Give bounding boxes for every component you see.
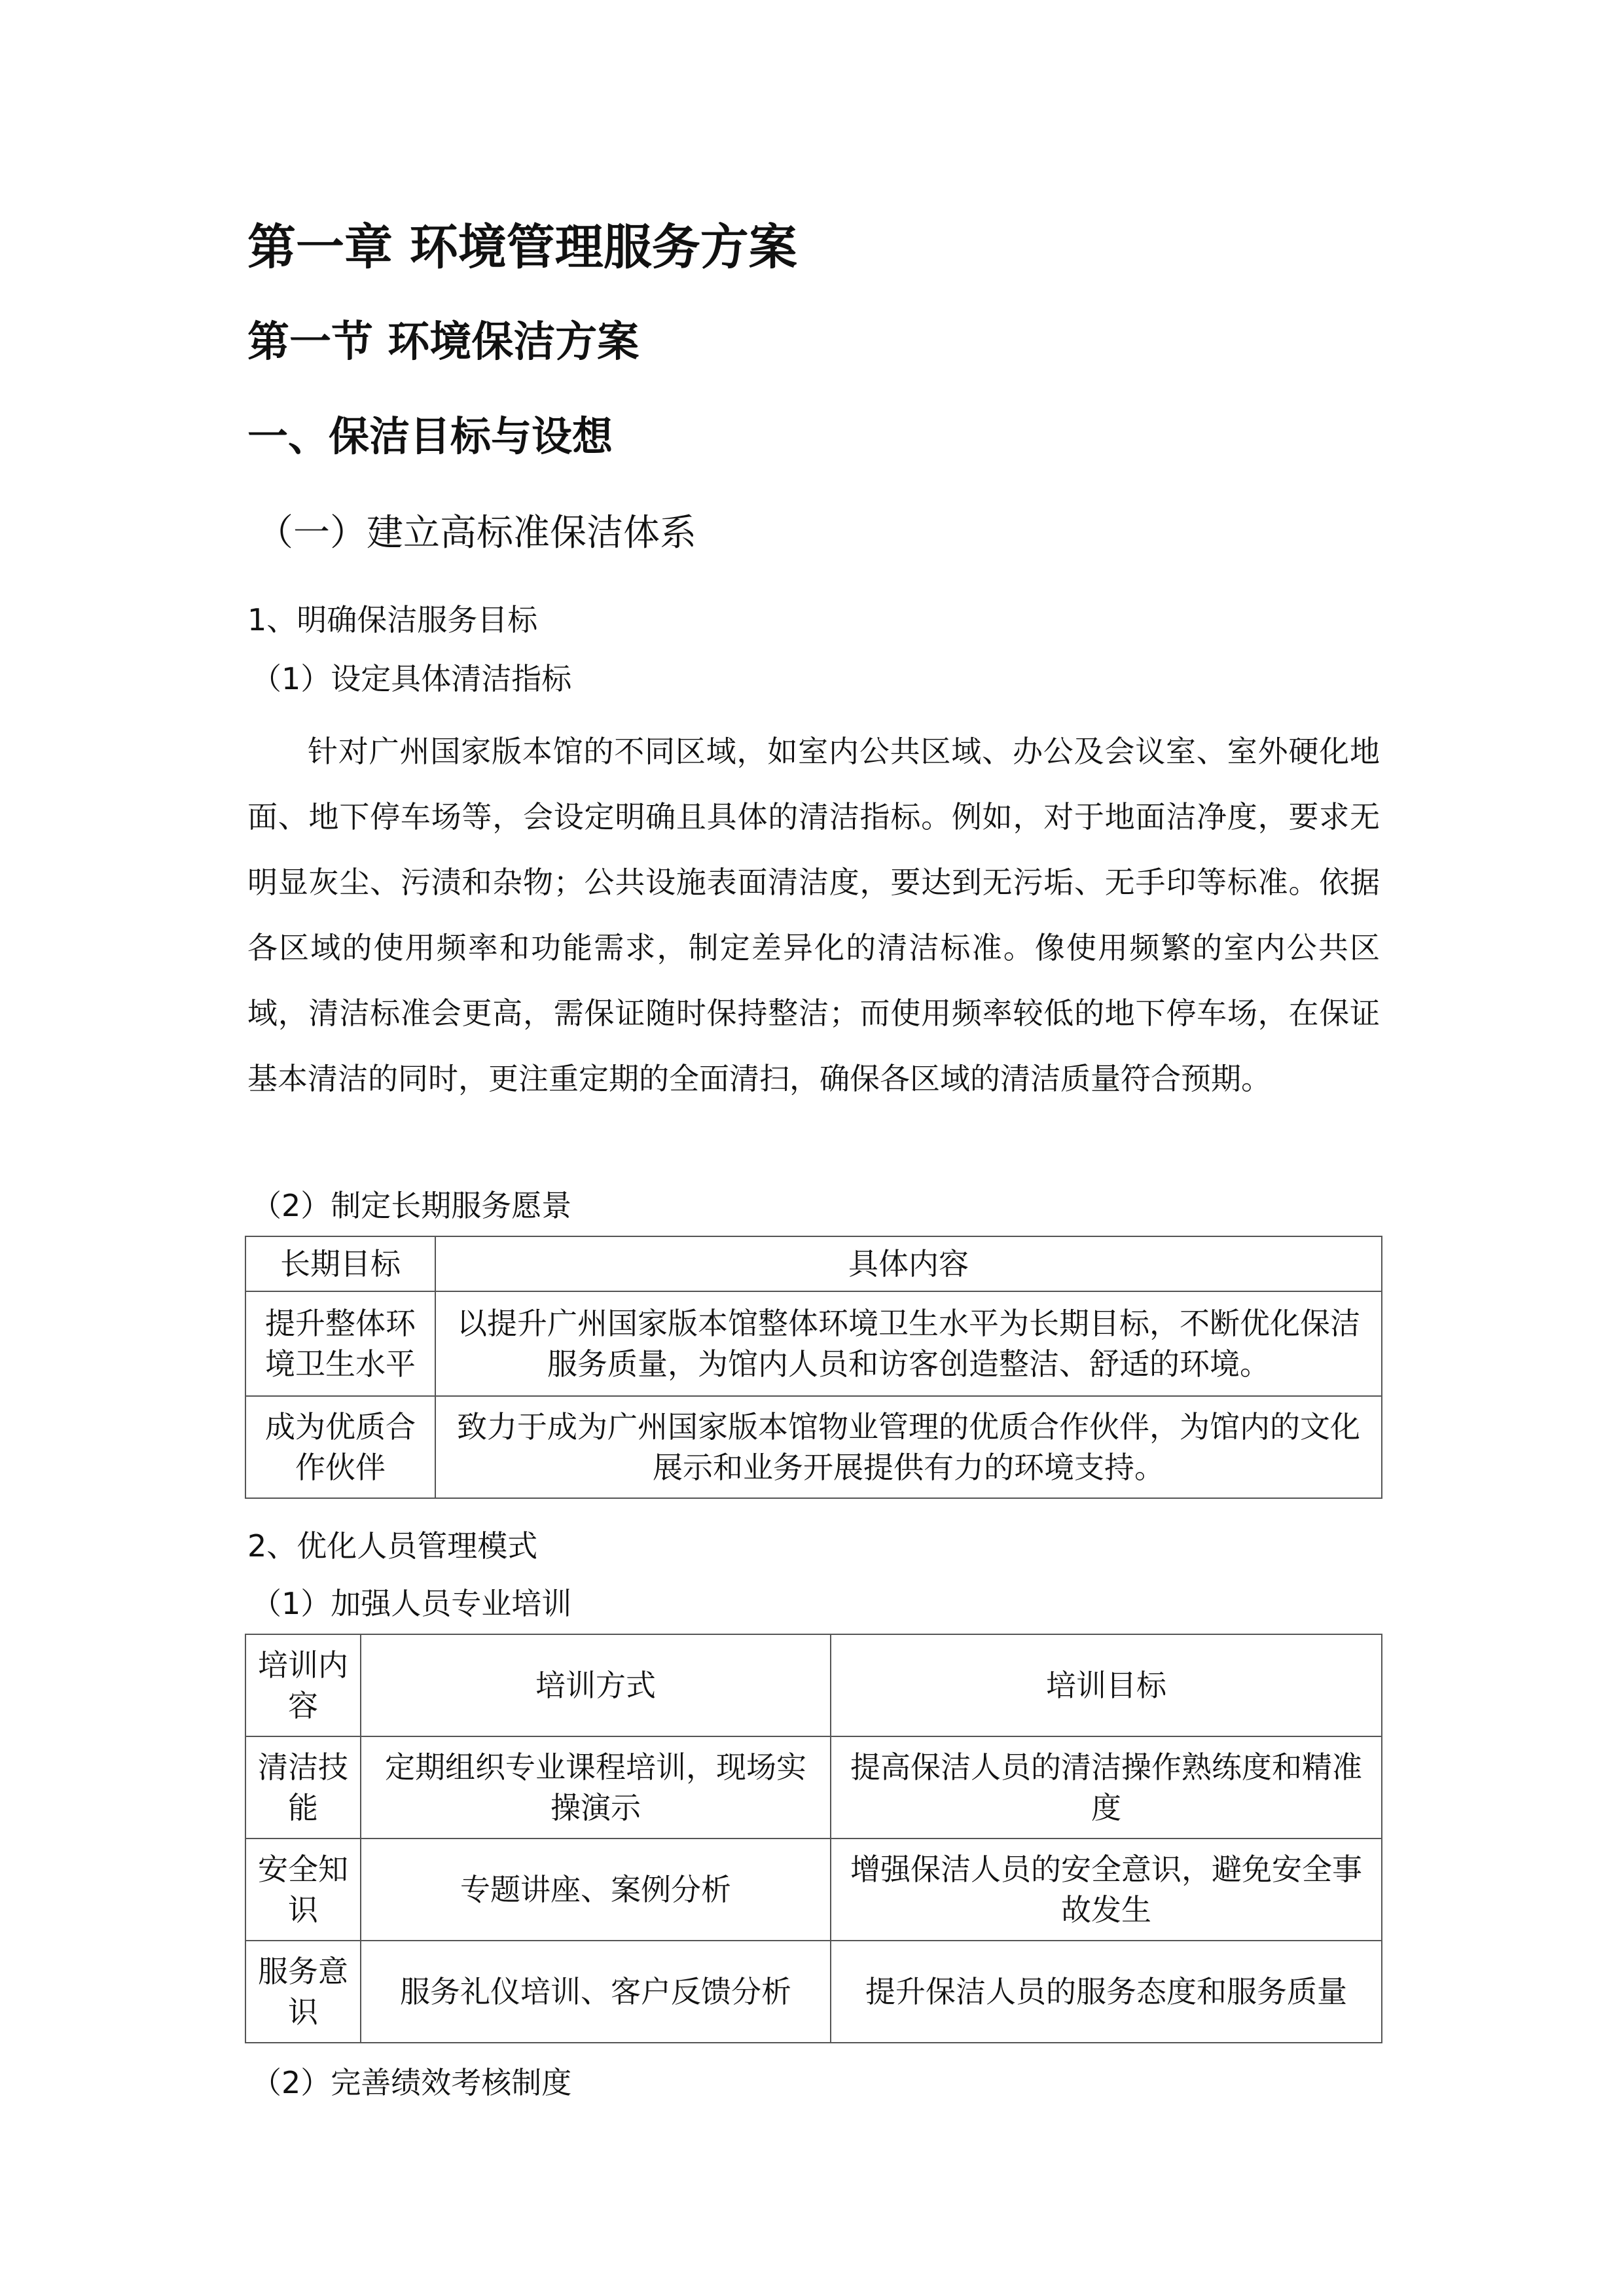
item2-sub1-title: （1）加强人员专业培训 — [251, 1586, 572, 1621]
training-table — [245, 1634, 1382, 2043]
table-cell: 提升整体环境卫生水平 — [245, 1291, 435, 1396]
item2-title: 2、优化人员管理模式 — [247, 1528, 538, 1564]
table-cell: 服务礼仪培训、客户反馈分析 — [361, 1941, 831, 2043]
table-cell: 以提升广州国家版本馆整体环境卫生水平为长期目标，不断优化保洁服务质量，为馆内人员和访客创造整洁、舒适的环境。 — [435, 1291, 1382, 1396]
table-row — [245, 1291, 1382, 1396]
item2-sub2-title: （2）完善绩效考核制度 — [251, 2065, 572, 2100]
table-cell: 安全知识 — [245, 1839, 361, 1941]
body-paragraph: 针对广州国家版本馆的不同区域，如室内公共区域、办公及会议室、室外硬化地面、地下停车场等，会设定明确且具体的清洁指标。例如，对于地面洁净度，要求无明显灰尘、污渍和杂物；公共设施表面清洁度，要达到无污垢、无手印等标准。依据各区域的使用频率和功能需求，制定差异化的清洁标准。像使用频繁的室内公共区域，清洁标准会更高，需保证随时保持整洁；而使用频率较低的地下停车场，在保证基本清洁的同时，更注重定期的全面清扫，确保各区域的清洁质量符合预期。 — [247, 734, 1380, 1096]
section-title: 第一节 环境保洁方案 — [247, 318, 640, 367]
table-cell: 专题讲座、案例分析 — [361, 1839, 831, 1941]
table-header-row — [245, 1634, 1382, 1736]
table-row — [245, 1396, 1382, 1498]
table-cell: 成为优质合作伙伴 — [245, 1396, 435, 1498]
table-row — [245, 1941, 1382, 2043]
table-cell: 清洁技能 — [245, 1736, 361, 1839]
vision-table — [245, 1236, 1382, 1499]
table-header-cell: 具体内容 — [435, 1236, 1382, 1291]
item1-sub2-title: （2）制定长期服务愿景 — [251, 1188, 572, 1223]
table-cell: 定期组织专业课程培训，现场实操演示 — [361, 1736, 831, 1839]
table-header-cell: 长期目标 — [245, 1236, 435, 1291]
table-cell: 提升保洁人员的服务态度和服务质量 — [831, 1941, 1382, 2043]
part-title: 一、保洁目标与设想 — [247, 412, 613, 460]
table-cell: 致力于成为广州国家版本馆物业管理的优质合作伙伴，为馆内的文化展示和业务开展提供有力的环境支持。 — [435, 1396, 1382, 1498]
table-header-cell: 培训方式 — [361, 1634, 831, 1736]
item1-title: 1、明确保洁服务目标 — [247, 602, 538, 637]
table-row — [245, 1839, 1382, 1941]
table-cell: 服务意识 — [245, 1941, 361, 2043]
table-cell: 增强保洁人员的安全意识，避免安全事故发生 — [831, 1839, 1382, 1941]
table-row — [245, 1736, 1382, 1839]
item1-sub1-title: （1）设定具体清洁指标 — [251, 661, 572, 696]
subpart-title: （一）建立高标准保洁体系 — [257, 512, 696, 554]
chapter-title: 第一章 环境管理服务方案 — [247, 219, 797, 276]
table-header-row — [245, 1236, 1382, 1291]
table-header-cell: 培训目标 — [831, 1634, 1382, 1736]
table-cell: 提高保洁人员的清洁操作熟练度和精准度 — [831, 1736, 1382, 1839]
table-header-cell: 培训内容 — [245, 1634, 361, 1736]
